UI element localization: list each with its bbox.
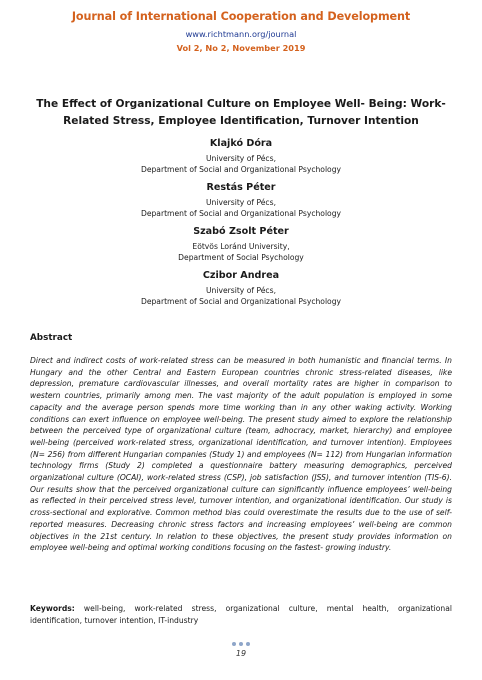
author-block xyxy=(0,269,482,307)
author-department: Department of Social and Organizational Psychology xyxy=(140,165,342,174)
author-department: Department of Social Psychology xyxy=(178,253,304,262)
footer-dot xyxy=(239,642,243,646)
page-footer xyxy=(0,642,482,658)
keywords-text: well-being, work-related stress, organizational culture, mental health, organizational identification, turnover intention, IT-industry xyxy=(30,604,452,625)
author-name: Restás Péter xyxy=(206,182,276,193)
author-block xyxy=(0,225,482,263)
author-affiliation: University of Pécs, xyxy=(206,198,276,207)
journal-title: Journal of International Cooperation and Development xyxy=(71,10,411,23)
footer-dot xyxy=(246,642,250,646)
journal-volume: Vol 2, No 2, November 2019 xyxy=(176,43,306,53)
author-affiliation: Eötvös Loránd University, xyxy=(192,242,290,251)
author-list xyxy=(0,137,482,313)
author-department: Department of Social and Organizational Psychology xyxy=(140,209,342,218)
footer-dot xyxy=(232,642,236,646)
footer-dots xyxy=(0,642,482,648)
journal-url[interactable]: www.richtmann.org/journal xyxy=(185,29,297,39)
journal-header xyxy=(0,10,482,54)
author-affiliation: University of Pécs, xyxy=(206,286,276,295)
article-title-line-1: The Effect of Organizational Culture on Employee Well- Being: Work- xyxy=(36,98,446,110)
keywords-label: Keywords: xyxy=(30,604,75,613)
author-name: Klajkó Dóra xyxy=(209,138,273,149)
author-name: Szabó Zsolt Péter xyxy=(193,226,289,237)
page-number: 19 xyxy=(235,649,247,658)
author-name: Czibor Andrea xyxy=(202,270,280,281)
author-block xyxy=(0,137,482,175)
author-affiliation: University of Pécs, xyxy=(206,154,276,163)
author-department: Department of Social and Organizational Psychology xyxy=(140,297,342,306)
article-title-line-2: Related Stress, Employee Identification, Turnover Intention xyxy=(63,115,419,127)
abstract-heading: Abstract xyxy=(30,333,73,343)
keywords xyxy=(30,603,452,626)
article-title xyxy=(28,96,454,130)
author-block xyxy=(0,181,482,219)
abstract-body: Direct and indirect costs of work-related stress can be measured in both humanistic and financial terms. In Hungary and the other Central and Eastern European countries chronic stress-related diseases, like depression, premature cardiovascular illnesses, and overall mortality rates are higher in comparison to western countries, primarily among men. The vast majority of the adult population is employed in some capacity and the average person spends more time working than in any other waking activity. Working conditions can exert influence on employee well-being. The present study aimed to explore the relationship between the perceived type of organizational culture (team, adhocracy, market, hierarchy) and employee well-being (perceived work-related stress, organizational identification, and turnover intention). Employees (N= 256) from different Hungarian companies (Study 1) and employees (N= 112) from Hungarian information technology firms (Study 2) completed a questionnaire battery measuring demographics, perceived organizational culture (OCAI), work-related stress (CSP), job satisfaction (JSS), and turnover intention (TIS-6). Our results show that the perceived organizational culture can significantly influence employees’ well-being as reflected in their perceived stress level, turnover intention, and organizational identification. Our study is cross-sectional and explorative. Common method bias could overestimate the results due to the use of self-reported measures. Decreasing chronic stress factors and increasing employees’ well-being are common objectives in the 21st century. In relation to these objectives, the present study provides information on employee well-being and optimal working conditions focusing on the fastest- growing industry. xyxy=(30,356,452,553)
